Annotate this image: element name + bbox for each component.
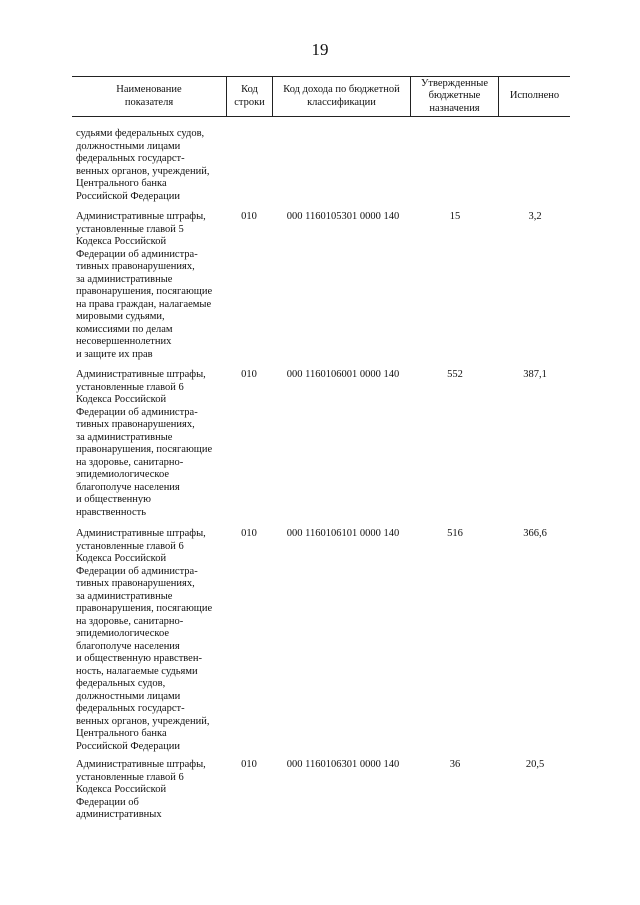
row-4-income-code: 000 1160106301 0000 140 bbox=[286, 759, 400, 770]
header-approved-text: Утвержденные бюджетные назначения bbox=[420, 77, 489, 114]
row-1-executed: 3,2 bbox=[528, 211, 542, 222]
row-0-name: судьями федеральных судов, должностными лицами федеральных государст- венных органов, учреждений, Центрального банка Российской Федерации bbox=[76, 128, 210, 202]
row-3-approved: 516 bbox=[447, 528, 463, 539]
row-4-executed: 20,5 bbox=[525, 759, 545, 770]
row-4-code: 010 bbox=[241, 759, 257, 770]
row-2-code: 010 bbox=[241, 369, 257, 380]
row-2-name: Административные штрафы, установленные главой 6 Кодекса Российской Федерации об администра- тивных правонарушениях, за административные правонарушения, посягающие на здоровье, санитарно- эпидемиологическое благополуче населения и общественную нравственность bbox=[76, 369, 213, 518]
row-2-income-code: 000 1160106001 0000 140 bbox=[286, 369, 400, 380]
header-income-code-text: Код дохода по бюджетной классификации bbox=[283, 84, 400, 108]
row-4-name: Административные штрафы, установленные главой 6 Кодекса Российской Федерации об административных bbox=[76, 759, 206, 820]
row-3-code: 010 bbox=[241, 528, 257, 539]
row-2-approved: 552 bbox=[447, 369, 463, 380]
table-header-bottom-border bbox=[72, 116, 570, 117]
row-4-approved: 36 bbox=[449, 759, 461, 770]
header-executed-text: Исполнено bbox=[509, 90, 560, 102]
header-name-text: Наименование показателя bbox=[116, 84, 182, 108]
row-1-name: Административные штрафы, установленные главой 5 Кодекса Российской Федерации об администра- тивных правонарушениях, за административные правонарушения, посягающие на права граждан, налагаемые мировыми судьями, комиссиями по делам несовершеннолетних и защите их прав bbox=[76, 211, 213, 360]
header-code bbox=[227, 77, 272, 116]
header-code-text: Код строки bbox=[234, 84, 265, 108]
row-3-name: Административные штрафы, установленные главой 6 Кодекса Российской Федерации об администра- тивных правонарушениях, за административные правонарушения, посягающие на здоровье, санитарно- эпидемиологическое благополуче населения и общественную нравствен- ность, налагаемые судьями федеральных судов, должностными лицами федеральных государст- венных органов, учреждений, Центрального банка Российской Федерации bbox=[76, 528, 213, 752]
row-3-income-code: 000 1160106101 0000 140 bbox=[286, 528, 400, 539]
row-1-income-code: 000 1160105301 0000 140 bbox=[286, 211, 400, 222]
header-approved bbox=[411, 77, 498, 116]
header-name bbox=[72, 77, 226, 116]
row-1-approved: 15 bbox=[449, 211, 461, 222]
row-3-executed: 366,6 bbox=[523, 528, 547, 539]
header-income-code bbox=[273, 77, 410, 116]
row-2-executed: 387,1 bbox=[523, 369, 547, 380]
row-1-code: 010 bbox=[241, 211, 257, 222]
page-number: 19 bbox=[311, 40, 329, 59]
header-executed bbox=[499, 77, 570, 116]
